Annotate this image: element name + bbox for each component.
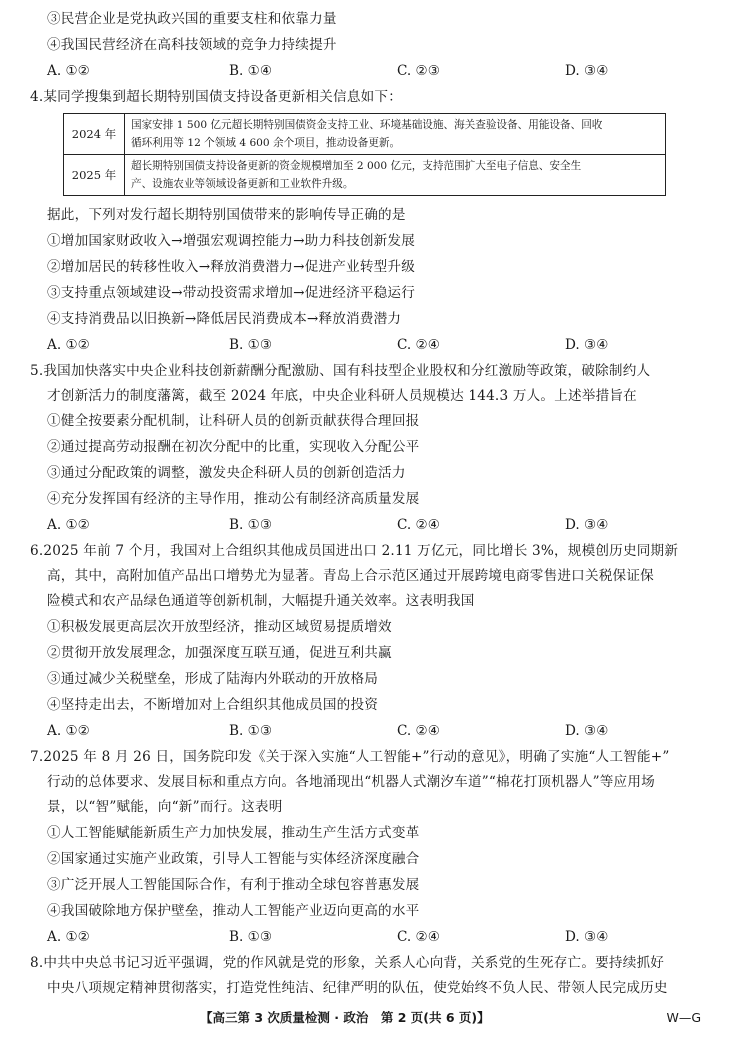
footer-title: 【高三第 3 次质量检测 · 政治 第 2 页(共 6 页)】 bbox=[200, 1010, 490, 1025]
q6-option-b: B. ①③ bbox=[229, 723, 273, 739]
q4-options bbox=[47, 335, 707, 355]
q4-option-c: C. ②④ bbox=[397, 337, 440, 353]
q4-option-a: A. ①② bbox=[47, 337, 90, 353]
q3-option-d: D. ③④ bbox=[565, 63, 609, 79]
q4-info-table bbox=[63, 113, 666, 196]
q7-stem-line-3: 景，以“智”赋能，向“新”而行。这表明 bbox=[47, 799, 283, 815]
q3-option-b: B. ①④ bbox=[229, 63, 273, 79]
q7-options bbox=[47, 927, 707, 947]
q6-options bbox=[47, 721, 707, 741]
q6-option-c: C. ②④ bbox=[397, 723, 440, 739]
q6-statement-4: ④坚持走出去，不断增加对上合组织其他成员国的投资 bbox=[47, 697, 379, 713]
q3-statement-4: ④我国民营经济在高科技领域的竞争力持续提升 bbox=[47, 37, 337, 53]
q7-stem-line-1: 7.2025 年 8 月 26 日，国务院印发《关于深入实施“人工智能+”行动的意见》，明确了实施“人工智能+” bbox=[30, 749, 670, 765]
q5-option-b: B. ①③ bbox=[229, 517, 273, 533]
q7-statement-1: ①人工智能赋能新质生产力加快发展，推动生产生活方式变革 bbox=[47, 825, 420, 841]
table-text-line: 循环利用等 12 个领域 4 600 余个项目，推动设备更新。 bbox=[131, 137, 401, 149]
q6-option-d: D. ③④ bbox=[565, 723, 609, 739]
q4-statement-3: ③支持重点领域建设→带动投资需求增加→促进经济平稳运行 bbox=[47, 285, 416, 301]
q5-option-a: A. ①② bbox=[47, 517, 90, 533]
table-text-line: 国家安排 1 500 亿元超长期特别国债资金支持工业、环境基础设施、海关查验设备、用能设备、回收 bbox=[131, 119, 603, 131]
q6-option-a: A. ①② bbox=[47, 723, 90, 739]
q6-statement-3: ③通过减少关税壁垒，形成了陆海内外联动的开放格局 bbox=[47, 671, 379, 687]
q5-statement-4: ④充分发挥国有经济的主导作用，推动公有制经济高质量发展 bbox=[47, 491, 420, 507]
q5-statement-1: ①健全按要素分配机制，让科研人员的创新贡献获得合理回报 bbox=[47, 413, 420, 429]
table-row bbox=[64, 114, 666, 155]
table-text-cell bbox=[125, 114, 666, 155]
table-text-line: 产、设施农业等领域设备更新和工业软件升级。 bbox=[131, 178, 354, 190]
table-row bbox=[64, 155, 666, 196]
q5-statement-3: ③通过分配政策的调整，激发央企科研人员的创新创造活力 bbox=[47, 465, 406, 481]
footer-code: W—G bbox=[666, 1010, 701, 1025]
q7-statement-3: ③广泛开展人工智能国际合作，有利于推动全球包容普惠发展 bbox=[47, 877, 420, 893]
q3-option-a: A. ①② bbox=[47, 63, 90, 79]
q4-statement-1: ①增加国家财政收入→增强宏观调控能力→助力科技创新发展 bbox=[47, 233, 416, 249]
q8-stem-line-2: 中央八项规定精神贯彻落实，打造党性纯洁、纪律严明的队伍，使党始终不负人民、带领人民完成历史 bbox=[47, 980, 668, 996]
page-footer bbox=[0, 1007, 739, 1029]
q6-stem-line-1: 6.2025 年前 7 个月，我国对上合组织其他成员国进出口 2.11 万亿元，同比增长 3%，规模创历史同期新 bbox=[30, 543, 679, 559]
q7-option-b: B. ①③ bbox=[229, 929, 273, 945]
q7-option-c: C. ②④ bbox=[397, 929, 440, 945]
q8-stem-line-1: 8.中共中央总书记习近平强调，党的作风就是党的形象，关系人心向背，关系党的生死存亡。要持续抓好 bbox=[30, 955, 665, 971]
q5-option-c: C. ②④ bbox=[397, 517, 440, 533]
table-year-cell: 2025 年 bbox=[64, 155, 125, 196]
table-text-line: 超长期特别国债支持设备更新的资金规模增加至 2 000 亿元，支持范围扩大至电子信息、安全生 bbox=[131, 160, 582, 172]
q5-option-d: D. ③④ bbox=[565, 517, 609, 533]
q7-statement-4: ④我国破除地方保护壁垒，推动人工智能产业迈向更高的水平 bbox=[47, 903, 420, 919]
q3-option-c: C. ②③ bbox=[397, 63, 440, 79]
q7-statement-2: ②国家通过实施产业政策，引导人工智能与实体经济深度融合 bbox=[47, 851, 420, 867]
q3-options bbox=[47, 61, 707, 81]
q6-statement-1: ①积极发展更高层次开放型经济，推动区域贸易提质增效 bbox=[47, 619, 392, 635]
q4-statement-2: ②增加居民的转移性收入→释放消费潜力→促进产业转型升级 bbox=[47, 259, 416, 275]
q5-options bbox=[47, 515, 707, 535]
q7-option-a: A. ①② bbox=[47, 929, 90, 945]
q7-stem-line-2: 行动的总体要求、发展目标和重点方向。各地涌现出“机器人式潮汐车道”“棉花打顶机器人”等应用场 bbox=[47, 774, 655, 790]
q3-statement-3: ③民营企业是党执政兴国的重要支柱和依靠力量 bbox=[47, 11, 337, 27]
q6-stem-line-2: 高，其中，高附加值产品出口增势尤为显著。青岛上合示范区通过开展跨境电商零售进口关税保证保 bbox=[47, 568, 654, 584]
q4-option-b: B. ①③ bbox=[229, 337, 273, 353]
table-text-cell bbox=[125, 155, 666, 196]
q4-stem: 据此，下列对发行超长期特别国债带来的影响传导正确的是 bbox=[47, 207, 406, 223]
q5-statement-2: ②通过提高劳动报酬在初次分配中的比重，实现收入分配公平 bbox=[47, 439, 420, 455]
q4-option-d: D. ③④ bbox=[565, 337, 609, 353]
q5-stem-line-1: 5.我国加快落实中央企业科技创新薪酬分配激励、国有科技型企业股权和分红激励等政策，破除制约人 bbox=[30, 363, 651, 379]
q6-stem-line-3: 险模式和农产品绿色通道等创新机制，大幅提升通关效率。这表明我国 bbox=[47, 593, 475, 609]
q6-statement-2: ②贯彻开放发展理念，加强深度互联互通，促进互利共赢 bbox=[47, 645, 392, 661]
table-year-cell: 2024 年 bbox=[64, 114, 125, 155]
q5-stem-line-2: 才创新活力的制度藩篱，截至 2024 年底，中央企业科研人员规模达 144.3 万人。上述举措旨在 bbox=[47, 388, 637, 404]
q7-option-d: D. ③④ bbox=[565, 929, 609, 945]
q4-statement-4: ④支持消费品以旧换新→降低居民消费成本→释放消费潜力 bbox=[47, 311, 402, 327]
q4-intro: 4.某同学搜集到超长期特别国债支持设备更新相关信息如下： bbox=[30, 89, 403, 105]
